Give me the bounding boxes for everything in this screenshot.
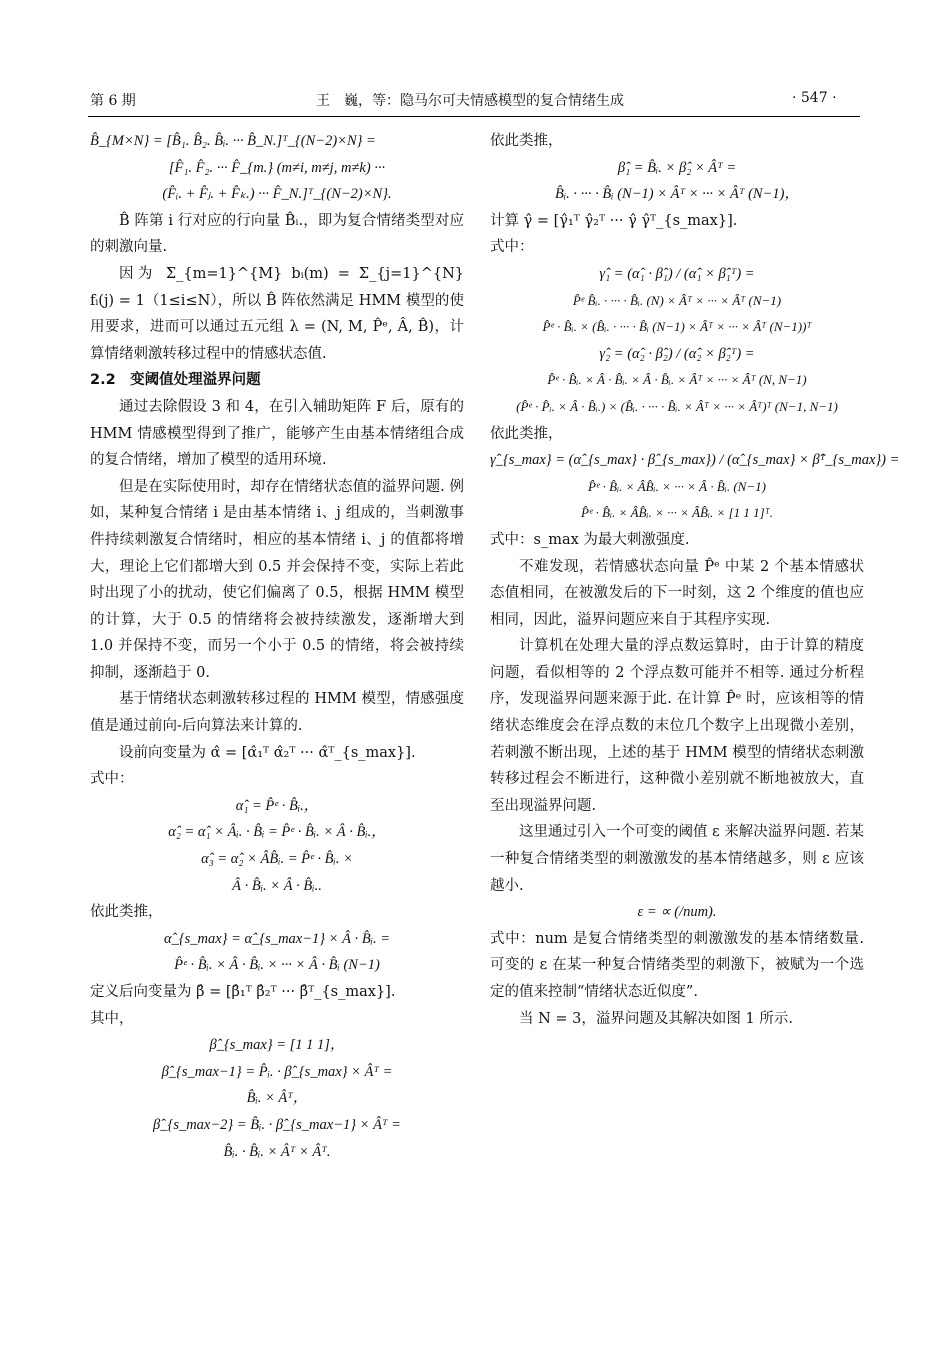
equation: P̂ᵉ B̂ᵢ. · ··· · B̂ᵢ. (N) × Âᵀ × ··· × Âᵀ (N−1) — [572, 292, 782, 308]
equation: B̂ᵢ. · B̂ᵢ. × Âᵀ × Âᵀ. — [223, 1143, 331, 1160]
equation: β̂₁ = B̂ᵢ. × β̂₂ × Âᵀ = — [617, 159, 737, 176]
equation: [F̂₁. F̂₂. ··· F̂_{m.} (m≠i, m≠j, m≠k) ··· — [168, 159, 386, 176]
right-column — [490, 128, 900, 1032]
paragraph: 依此类推， — [490, 425, 563, 442]
equation: (P̂ᵉ · P̂ᵢ. × Â · B̂ᵢ.) × (B̂ᵢ. · ··· · B̂ᵢ. × Âᵀ × ··· × Âᵀ)ᵀ (N−1, N−1) — [516, 398, 838, 414]
section-heading: 2.2 变阈值处理溢界问题 — [90, 372, 261, 389]
paragraph: B̂ 阵第 i 行对应的行向量 B̂ᵢ.，即为复合情绪类型对应的刺激向量. — [90, 212, 464, 256]
paragraph: 当 N = 3，溢界问题及其解决如图 1 所示. — [519, 1010, 793, 1027]
equation: γ̂₂ = (α̂₂ · β̂₂) / (α̂₂ × β̂₂ᵀ) = — [599, 345, 755, 362]
paragraph: 依此类推， — [490, 133, 563, 149]
equation: B̂ᵢ. × Âᵀ， — [246, 1090, 308, 1107]
paragraph: 式中： — [490, 239, 534, 256]
paragraph: 设前向变量为 α̂ = [α̂₁ᵀ α̂₂ᵀ ··· α̂ᵀ_{s_max}]. — [119, 744, 416, 761]
equation: P̂ᵉ · B̂ᵢ. × ÂB̂ᵢ. × ··· × Â · B̂ᵢ. (N−1) — [588, 478, 766, 494]
paragraph: 定义后向变量为 β̂ = [β̂₁ᵀ β̂₂ᵀ ··· β̂ᵀ_{s_max}]. — [90, 984, 396, 1000]
equation: β̂_{s_max−2} = B̂ᵢ. · β̂_{s_max−1} × Âᵀ = — [153, 1116, 401, 1133]
paragraph: 依此类推， — [90, 904, 163, 921]
equation: β̂_{s_max−1} = P̂ᵢ. · β̂_{s_max} × Âᵀ = — [161, 1063, 393, 1080]
paragraph: 通过去除假设 3 和 4，在引入辅助矩阵 F 后，原有的 HMM 情感模型得到了推广，能够产生由基本情绪组合成的复合情绪，增加了模型的适用环境. — [90, 398, 464, 469]
equation: γ̂₁ = (α̂₁ · β̂₁) / (α̂₁ × β̂₁ᵀ) = — [599, 265, 755, 282]
equation: P̂ᵉ · B̂ᵢ. × ÂB̂ᵢ. × ··· × ÂB̂ᵢ. × [1 1 1]ᵀ. — [581, 505, 773, 521]
equation: γ̂_{s_max} = (α̂_{s_max} · β̂_{s_max}) / (α̂_{s_max} × β̂ᵀ_{s_max}) = — [490, 452, 900, 469]
paragraph: 因为 Σ_{m=1}^{M} bᵢ(m) = Σ_{j=1}^{N} fᵢ(j) = 1（1≤i≤N），所以 B̂ 阵依然满足 HMM 模型的使用要求，进而可以通过五元组 λ = (N, M, P̂ᵉ, Â, B̂)，计算情绪刺激转移过程中的情感状态值. — [90, 265, 464, 362]
equation: α̂_{s_max} = α̂_{s_max−1} × Â · B̂ᵢ. = — [163, 930, 391, 947]
equation: Â · B̂ᵢ. × Â · B̂ᵢ.. — [232, 877, 322, 894]
equation: P̂ᵉ · B̂ᵢ. × Â · B̂ᵢ. × Â · B̂ᵢ. × Âᵀ × ··· × Âᵀ (N, N−1) — [547, 372, 807, 388]
equation: ε = ∝ (/num). — [637, 904, 717, 921]
equation: α̂₃ = α̂₂ × ÂB̂ᵢ. = P̂ᵉ · B̂ᵢ. × — [201, 851, 353, 868]
page-issue: 第 6 期 — [90, 93, 136, 109]
equation: (F̂ᵢ. + F̂ⱼ. + F̂ₖ.) ··· F̂_N.]ᵀ_{(N−2)×N}. — [162, 186, 392, 203]
equation: P̂ᵉ · B̂ᵢ. × Â · B̂ᵢ. × ··· × Â · B̂ᵢ (N−1) — [174, 957, 380, 974]
paragraph: 不难发现，若情感状态向量 P̂ᵉ 中某 2 个基本情感状态值相同，在被激发后的下一时刻，这 2 个维度的值也应相同，因此，溢界问题应来自于其程序实现. — [490, 558, 864, 628]
equation: B̂_{M×N} = [B̂₁. B̂₂. B̂ᵢ. ··· B̂_N.]ᵀ_{(N−2)×N} = — [90, 133, 376, 149]
equation: B̂ᵢ. · ··· · B̂ᵢ (N−1) × Âᵀ × ··· × Âᵀ (N−1)， — [555, 186, 799, 203]
header-rule — [88, 116, 860, 117]
paragraph: 计算 γ̂ = [γ̂₁ᵀ γ̂₂ᵀ ··· γ̂ γ̂ᵀ_{s_max}]. — [490, 212, 738, 229]
paragraph: 这里通过引入一个可变的阈值 ε 来解决溢界问题. 若某一种复合情绪类型的刺激激发的基本情绪越多，则 ε 应该越小. — [490, 824, 864, 894]
equation: α̂₂ = α̂₁ × Âᵢ. · B̂ᵢ = P̂ᵉ · B̂ᵢ. × Â · B̂ᵢ.， — [168, 824, 386, 841]
page-number: · 547 · — [792, 90, 837, 106]
equation: β̂_{s_max} = [1 1 1]， — [209, 1037, 345, 1054]
paragraph: 计算机在处理大量的浮点数运算时，由于计算的精度问题，看似相等的 2 个浮点数可能并不相等. 通过分析程序，发现溢界问题来源于此. 在计算 P̂ᵉ 时，应该相等的情绪状态维度会在浮点数的末位几个数字上出现微小差别，若刺激不断出现，上述的基于 HMM 模型的情绪状态刺激转移过程会不断进行，这种微小差别就不断地被放大，直至出现溢界问题. — [490, 638, 864, 814]
left-column — [90, 128, 464, 1165]
equation: α̂₁ = P̂ᵉ · B̂ᵢ.， — [235, 797, 319, 814]
paragraph: 式中： — [90, 771, 134, 788]
equation: P̂ᵉ · B̂ᵢ. × (B̂ᵢ. · ··· · B̂ᵢ (N−1) × Âᵀ × ··· × Âᵀ (N−1))ᵀ — [542, 319, 812, 335]
paragraph: 基于情绪状态刺激转移过程的 HMM 模型，情感强度值是通过前向-后向算法来计算的. — [90, 691, 464, 735]
paragraph: 式中：s_max 为最大刺激强度. — [490, 531, 690, 548]
running-title: 王 巍，等：隐马尔可夫情感模型的复合情绪生成 — [316, 93, 624, 109]
paragraph: 式中：num 是复合情绪类型的刺激激发的基本情绪数量. 可变的 ε 在某一种复合情绪类型的刺激下，被赋为一个选定的值来控制“情绪状态近似度”. — [490, 930, 864, 1000]
paragraph: 其中， — [90, 1010, 134, 1027]
paragraph: 但是在实际使用时，却存在情绪状态值的溢界问题. 例如，某种复合情绪 i 是由基本情绪 i、j 组成的，当刺激事件持续刺激复合情绪时，相应的基本情绪 i、j 的值都将增大，理论上它们都增大到 0.5 并会保持不变，实际上若此时出现了小的扰动，使它们偏离了 0.5，根据 HMM 模型的计算，大于 0.5 的情绪将会被持续激发，逐渐增大到 1.0 并保持不变，而另一个小于 0.5 的情绪，将会被持续抑制，逐渐趋于 0. — [90, 478, 464, 681]
